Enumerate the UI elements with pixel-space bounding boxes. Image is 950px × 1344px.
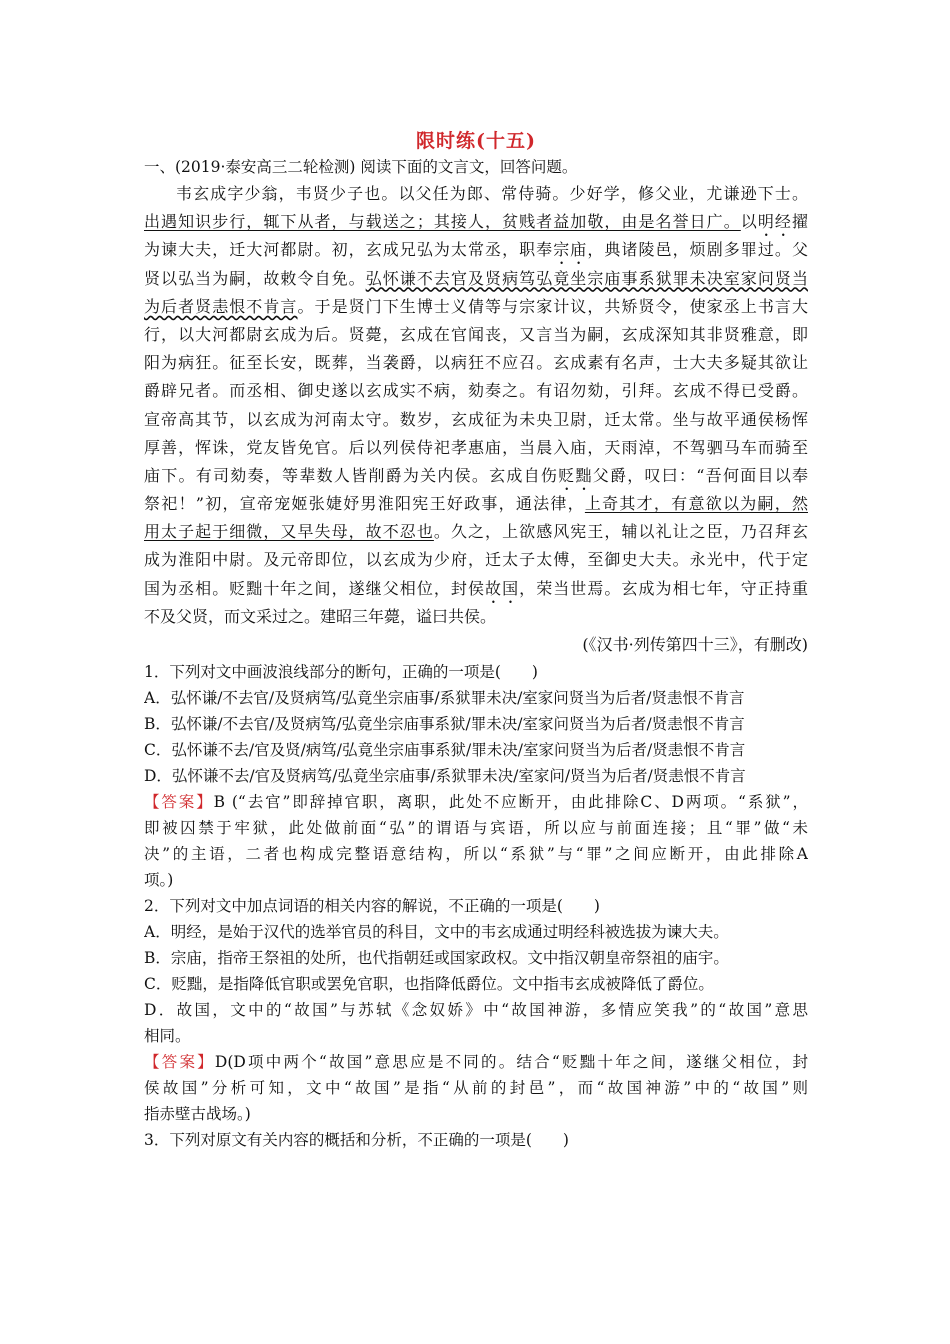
dotted-word: 贬黜 [558, 465, 593, 485]
answer-line: 项。) [144, 871, 174, 890]
option-d: D．故国，文中的“故国”与苏轼《念奴娇》中“故国神游，多情应笑我”的“故国”意思 [144, 1001, 808, 1020]
passage-line: 厚善，恽诛，党友皆免官。后以列侯侍祀孝惠庙，当晨入庙，天雨淖，不驾驷马车而骑至 [144, 437, 808, 457]
page-title: 限时练(十五) [416, 130, 536, 152]
passage-line: 为谏大夫，迁大河都尉。初，玄成兄弘为太常丞，职奉宗庙，典诸陵邑，烦剧多罪过。父 [144, 240, 808, 260]
passage-line: 韦玄成字少翁，韦贤少子也。以父任为郎、常侍骑。少好学，修父业，尤谦逊下士。 [176, 184, 808, 203]
question-3 [144, 1127, 808, 1153]
option-d: D．弘怀谦不去/官及贤病笃/弘竟坐宗庙事/系狱罪未决/室家问/贤当为后者/贤恚恨不肯言 [144, 767, 746, 786]
classical-passage [144, 180, 808, 659]
passage-line: 爵辟兄者。而丞相、御史遂以玄成实不病，劾奏之。有诏勿劾，引拜。玄成不得已受爵。 [144, 381, 808, 401]
passage-line: 为后者贤恚恨不肯言。于是贤门下生博士义倩等与宗家计议，共矫贤令，使家丞上书言大 [144, 296, 808, 316]
question-stem: 3．下列对原文有关内容的概括和分析，不正确的一项是( ) [144, 1131, 569, 1150]
passage-line: 庙下。有司劾奏，等辈数人皆削爵为关内侯。玄成自伤贬黜父爵，叹曰：“吾何面目以奉 [144, 465, 808, 485]
underlined-sentence: 上奇其才，有意欲以为嗣，然 [584, 494, 808, 514]
answer-label: 【答案】 [144, 1053, 215, 1072]
passage-line: 宣帝高其节，以玄成为河南太守。数岁，玄成征为未央卫尉，迁太常。坐与故平通侯杨恽 [144, 409, 808, 429]
answer-line: 指赤壁古战场。) [144, 1105, 251, 1124]
answer-label: 【答案】 [144, 793, 214, 812]
answer-line: 【答案】D(D项中两个“故国”意思应是不同的。结合“贬黜十年之间，遂继父相位，封 [144, 1053, 808, 1072]
option-c: C．贬黜，是指降低官职或罢免官职，也指降低爵位。文中指韦玄成被降低了爵位。 [144, 975, 714, 994]
passage-source: (《汉书·列传第四十三》，有删改) [582, 635, 808, 654]
question-2 [144, 893, 808, 1127]
question-1 [144, 659, 808, 893]
dotted-word: 明经 [757, 212, 792, 232]
dotted-word: 故国 [485, 578, 520, 598]
passage-line: 用太子起于细微，又早失母，故不忍也。久之，上欲感风宪王，辅以礼让之臣，乃召拜玄 [144, 522, 808, 542]
answer-line: 侯故国”分析可知，文中“故国”是指“从前的封邑”，而“故国神游”中的“故国”则 [144, 1079, 808, 1098]
wavy-underlined-text: 为后者贤恚恨不肯言 [144, 296, 298, 316]
passage-line: 成为淮阳中尉。及元帝即位，以玄成为少府，迁太子太傅，至御史大夫。永光中，代于定 [144, 550, 808, 570]
underlined-sentence: 出遇知识步行，辄下从者，与载送之；其接人，贫贱者益加敬，由是名誉日广。 [144, 212, 741, 232]
document-page [144, 128, 808, 1153]
option-a: A．弘怀谦/不去官/及贤病笃/弘竟坐宗庙事/系狱罪未决/室家问贤当为后者/贤恚恨不肯言 [144, 689, 745, 708]
option-c: C．弘怀谦不去/官及贤/病笃/弘竟坐宗庙事系狱/罪未决/室家问贤当为后者/贤恚恨不肯言 [144, 741, 746, 760]
passage-line: 行，以大河都尉玄成为后。贤薨，玄成在官闻丧，又言当为嗣，玄成深知其非贤雅意，即 [144, 324, 808, 344]
option-b: B．弘怀谦/不去官/及贤病笃/弘竟坐宗庙事系狱/罪未决/室家问贤当为后者/贤恚恨不肯言 [144, 715, 745, 734]
underlined-sentence: 用太子起于细微，又早失母，故不忍也 [144, 522, 434, 542]
answer-line: 即被囚禁于牢狱，此处做前面“弘”的谓语与宾语，所以应与前面连接；且“罪”做“未 [144, 819, 808, 838]
wavy-underlined-text: 弘怀谦不去官及贤病笃弘竟坐宗庙事系狱罪未决室家问贤当 [365, 268, 808, 288]
passage-line: 国为丞相。贬黜十年之间，遂继父相位，封侯故国，荣当世焉。玄成为相七年，守正持重 [144, 578, 808, 598]
option-a: A．明经，是始于汉代的选举官员的科目，文中的韦玄成通过明经科被选拔为谏大夫。 [144, 923, 729, 942]
answer-line: 决”的主语，二者也构成完整语意结构，所以“系狱”与“罪”之间应断开，由此排除A [144, 845, 808, 864]
option-d-cont: 相同。 [144, 1027, 191, 1046]
passage-line: 贤以弘当为嗣，故敕令自免。弘怀谦不去官及贤病笃弘竟坐宗庙事系狱罪未决室家问贤当 [144, 268, 808, 288]
dotted-word: 宗庙 [553, 240, 588, 260]
question-stem: 1．下列对文中画波浪线部分的断句，正确的一项是( ) [144, 663, 538, 682]
answer-line: 【答案】B (“去官”即辞掉官职，离职，此处不应断开，由此排除C、D两项。“系狱”， [144, 793, 808, 812]
passage-line: 出遇知识步行，辄下从者，与载送之；其接人，贫贱者益加敬，由是名誉日广。以明经擢 [144, 212, 808, 232]
passage-line: 祭祀！”初，宣帝宠姬张婕妤男淮阳宪王好政事，通法律，上奇其才，有意欲以为嗣，然 [144, 494, 808, 514]
option-b: B．宗庙，指帝王祭祖的处所，也代指朝廷或国家政权。文中指汉朝皇帝祭祖的庙宇。 [144, 949, 729, 968]
question-stem: 2．下列对文中加点词语的相关内容的解说，不正确的一项是( ) [144, 897, 600, 916]
passage-line: 阳为病狂。征至长安，既葬，当袭爵，以病狂不应召。玄成素有名声，士大夫多疑其欲让 [144, 353, 808, 373]
section-intro: 一、(2019·泰安高三二轮检测) 阅读下面的文言文，回答问题。 [144, 158, 578, 176]
passage-line: 不及父贤，而文采过之。建昭三年薨，谥曰共侯。 [144, 606, 497, 626]
